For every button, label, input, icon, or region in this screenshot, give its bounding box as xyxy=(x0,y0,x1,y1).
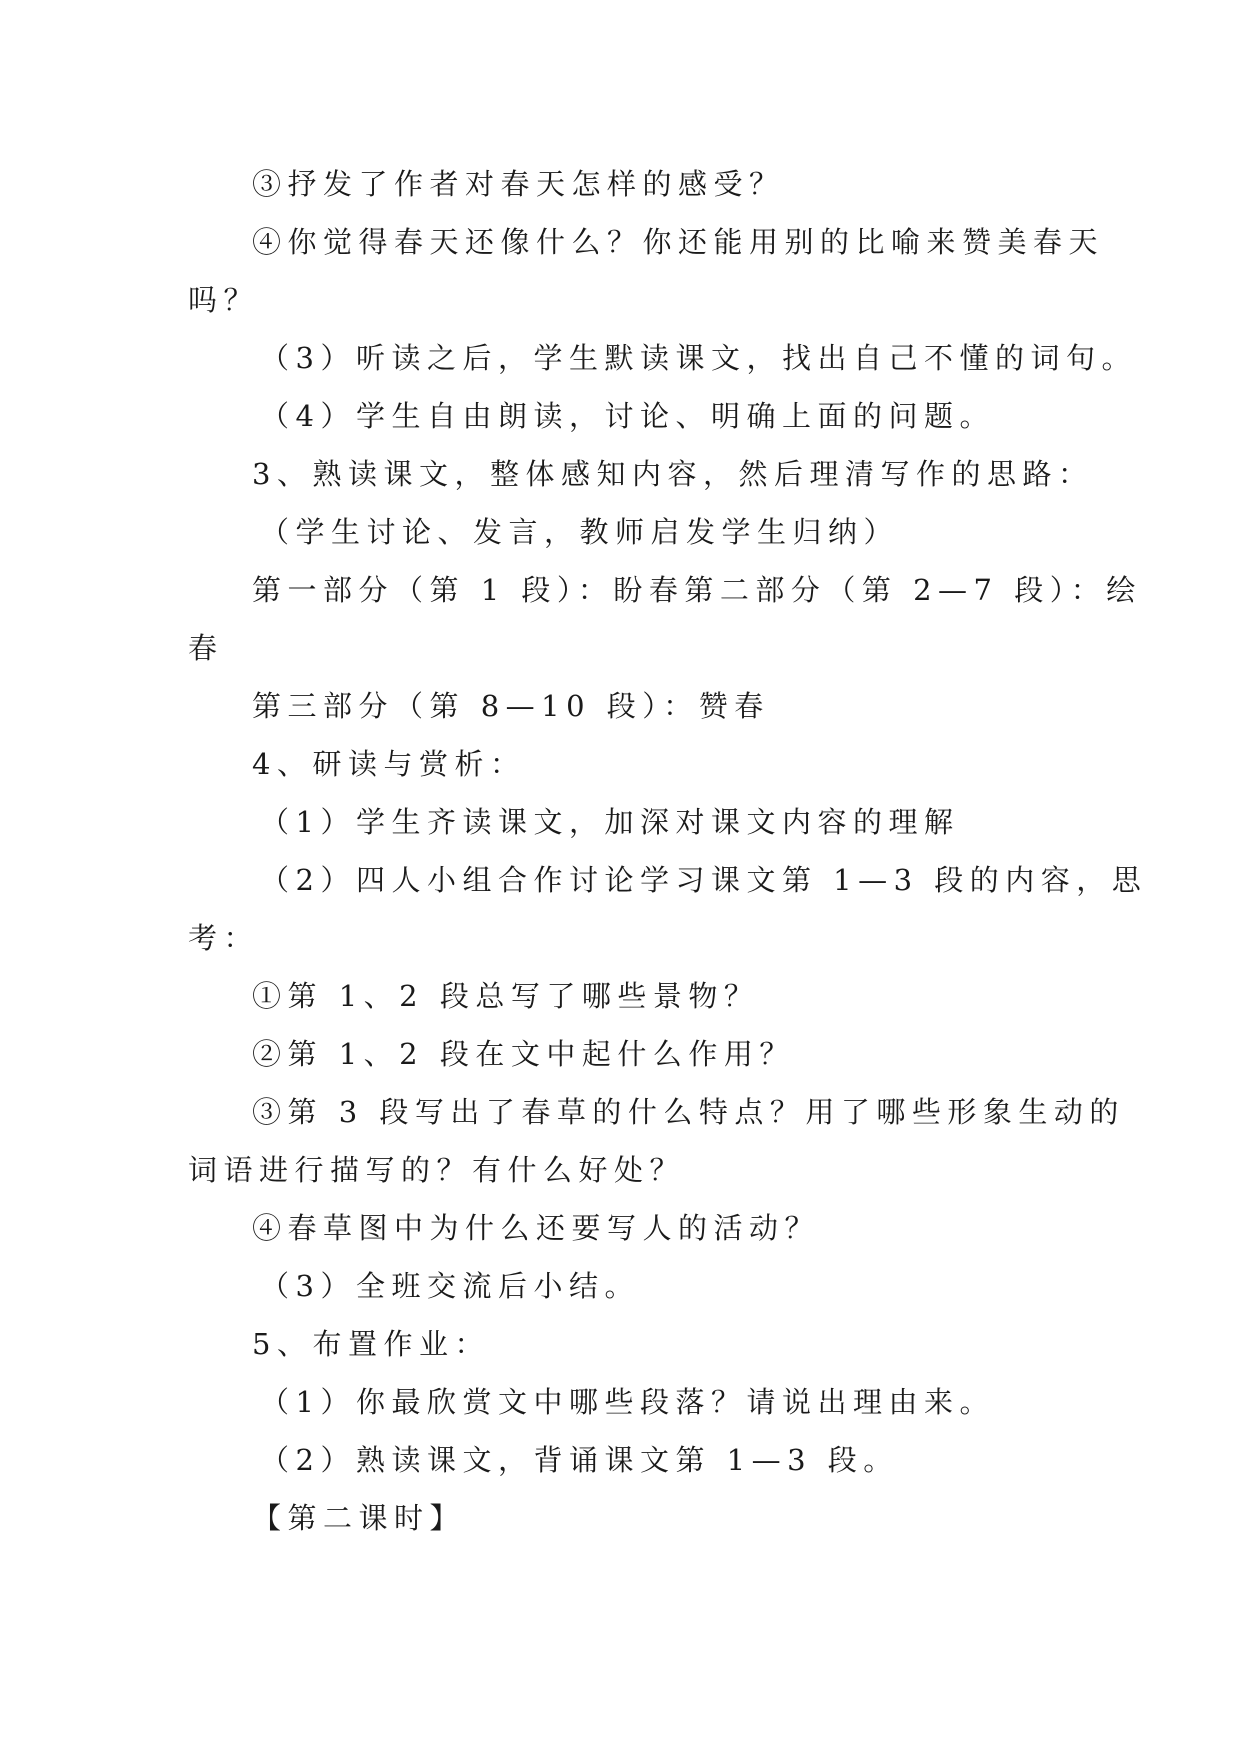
text-line: （3）全班交流后小结。 xyxy=(260,1269,640,1303)
text-line: 第三部分（第 8—10 段）：赞春 xyxy=(252,689,770,723)
text-line: 考： xyxy=(188,921,260,955)
section-heading: 5、布置作业： xyxy=(252,1327,490,1361)
text-line: ②第 1、2 段在文中起什么作用？ xyxy=(252,1037,795,1071)
text-line: ④春草图中为什么还要写人的活动？ xyxy=(252,1211,821,1245)
text-line: 吗？ xyxy=(188,283,260,317)
text-line: （3）听读之后，学生默读课文，找出自己不懂的词句。 xyxy=(260,341,1137,375)
section-heading: 4、研读与赏析： xyxy=(252,747,526,781)
section-heading: 3、熟读课文，整体感知内容，然后理清写作的思路： xyxy=(252,457,1094,491)
text-line: ①第 1、2 段总写了哪些景物？ xyxy=(252,979,760,1013)
text-line: （2）四人小组合作讨论学习课文第 1—3 段的内容，思 xyxy=(260,863,1148,897)
lesson-heading: 【第二课时】 xyxy=(252,1501,466,1535)
text-line: 词语进行描写的？有什么好处？ xyxy=(188,1153,686,1187)
text-line: ③抒发了作者对春天怎样的感受？ xyxy=(252,167,785,201)
text-line: （学生讨论、发言，教师启发学生归纳） xyxy=(260,515,900,549)
text-line: ④你觉得春天还像什么？你还能用别的比喻来赞美春天 xyxy=(252,225,1105,259)
text-line: 第一部分（第 1 段）：盼春第二部分（第 2—7 段）：绘 xyxy=(252,573,1142,607)
text-line: （4）学生自由朗读，讨论、明确上面的问题。 xyxy=(260,399,995,433)
text-line: （1）学生齐读课文，加深对课文内容的理解 xyxy=(260,805,960,839)
text-line: （2）熟读课文，背诵课文第 1—3 段。 xyxy=(260,1443,899,1477)
text-line: 春 xyxy=(188,631,224,665)
text-line: （1）你最欣赏文中哪些段落？请说出理由来。 xyxy=(260,1385,995,1419)
text-line: ③第 3 段写出了春草的什么特点？用了哪些形象生动的 xyxy=(252,1095,1125,1129)
